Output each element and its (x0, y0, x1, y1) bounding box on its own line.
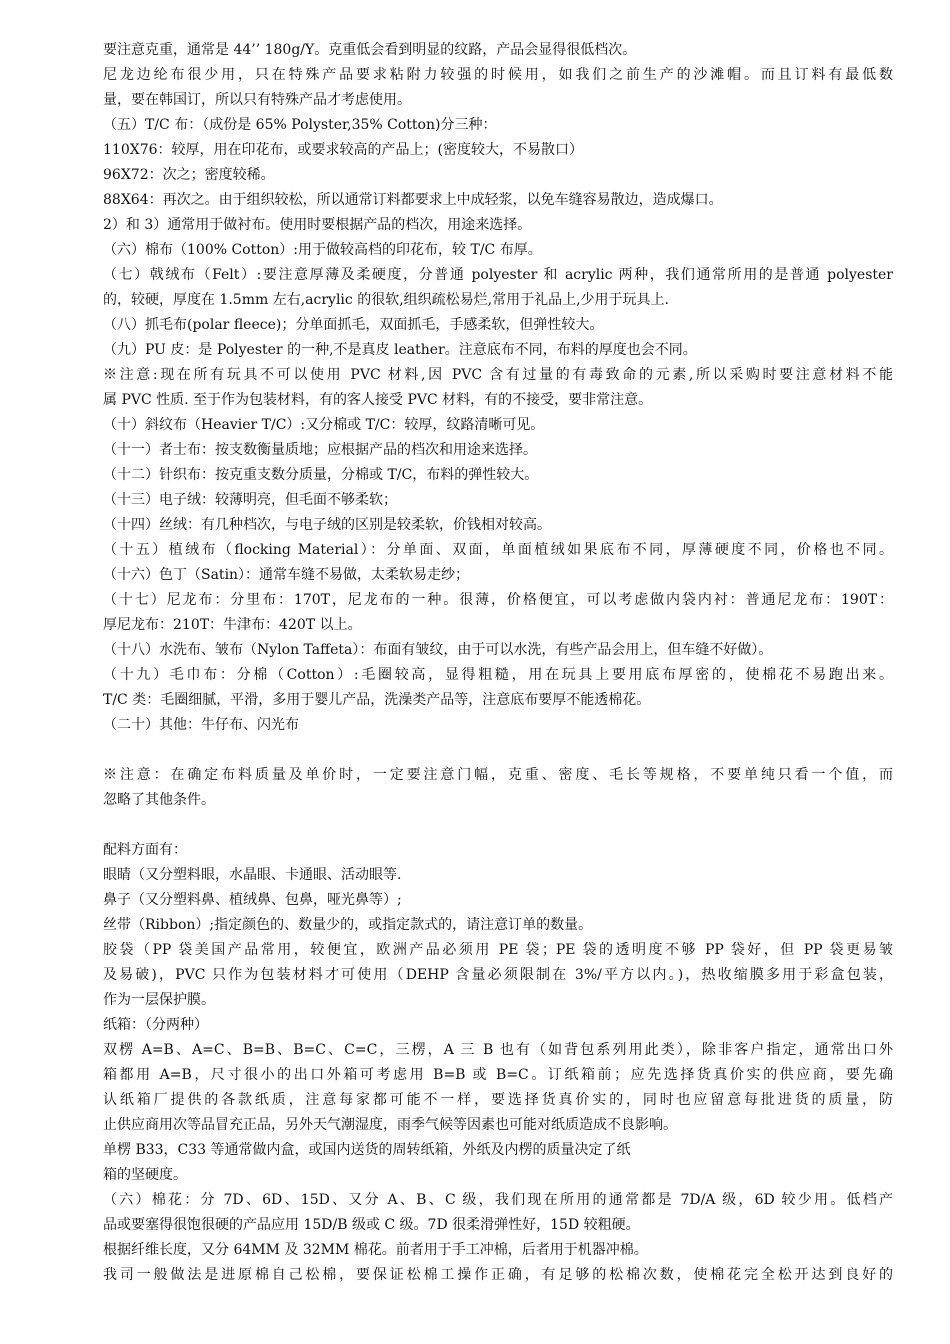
text-line: 品或要塞得很饱很硬的产品应用 15D/B 级或 C 级。7D 很柔滑弹性好，15D 较粗硬。 (103, 1217, 640, 1233)
text-line: （六）棉花：分 7D、6D、15D、又分 A、B、C 级，我们现在所用的通常都是 7D/A 级，6D 较少用。低档产 (103, 1192, 893, 1208)
text-line: ※注意:现在所有玩具不可以使用 PVC 材料,因 PVC 含有过量的有毒致命的元素,所以采购时要注意材料不能 (103, 367, 893, 383)
text-line: （七）戟绒布（Felt）:要注意厚薄及柔硬度，分普通 polyester 和 acrylic 两种，我们通常所用的是普通 polyester (103, 267, 893, 283)
text-line: 根据纤维长度，又分 64MM 及 32MM 棉花。前者用于手工冲棉，后者用于机器冲棉。 (103, 1242, 648, 1258)
blank-line (103, 813, 893, 838)
text-line: （八）抓毛布(polar fleece)；分单面抓毛，双面抓毛，手感柔软，但弹性较大。 (103, 317, 604, 333)
text-line: 箱的坚硬度。 (103, 1167, 187, 1183)
text-line: 量，要在韩国订，所以只有特殊产品才考虑使用。 (103, 92, 411, 108)
text-line: （十六）色丁（Satin）：通常车缝不易做，太柔软易走纱； (103, 567, 470, 583)
text-line: 及易破)，PVC 只作为包装材料才可使用（DEHP 含量必须限制在 3%/平方以内。)，热收缩膜多用于彩盒包装， (103, 967, 893, 983)
text-line: （十一）者士布：按支数衡量质地；应根据产品的档次和用途来选择。 (103, 442, 537, 458)
text-line: 单楞 B33，C33 等通常做内盒，或国内送货的周转纸箱，外纸及内楞的质量决定了纸 (103, 1142, 631, 1158)
text-line: 要注意克重，通常是 44’’ 180g/Y。克重低会看到明显的纹路，产品会显得很低档次。 (103, 42, 637, 58)
text-line: 作为一层保护膜。 (103, 992, 215, 1008)
text-line: 鼻子（又分塑料鼻、植绒鼻、包鼻，哑光鼻等）; (103, 892, 402, 908)
text-line: 尼龙边纶布很少用，只在特殊产品要求粘附力较强的时候用，如我们之前生产的沙滩帽。而且订料有最低数 (103, 67, 893, 83)
text-line: （十五）植绒布（flocking Material）：分单面、双面，单面植绒如果底布不同，厚薄硬度不同，价格也不同。 (103, 542, 893, 558)
text-line: （十八）水洗布、皱布（Nylon Taffeta）：布面有皱纹，由于可以水洗，有些产品会用上，但车缝不好做）。 (103, 642, 773, 658)
text-line: 110X76：较厚，用在印花布，或要求较高的产品上；(密度较大，不易散口） (103, 142, 583, 158)
text-line: （二十）其他：牛仔布、闪光布 (103, 717, 299, 733)
text-line: 的，较硬，厚度在 1.5mm 左右,acrylic 的很软,组织疏松易烂,常用于礼品上,少用于玩具上. (103, 292, 670, 308)
text-line: 双楞 A=B、A=C、B=B、B=C、C=C，三楞，A 三 B 也有（如背包系列用此类），除非客户指定，通常出口外 (103, 1042, 893, 1058)
text-line: （十三）电子绒：较薄明亮，但毛面不够柔软； (103, 492, 397, 508)
text-line: （十）斜纹布（Heavier T/C）:又分棉或 T/C：较厚，纹路清晰可见。 (103, 417, 545, 433)
text-line: （十九）毛巾布：分棉（Cotton）:毛圈较高，显得粗糙，用在玩具上要用底布厚密的，使棉花不易跑出来。 (103, 667, 893, 683)
text-line: 丝带（Ribbon）;指定颜色的、数量少的，或指定款式的，请注意订单的数量。 (103, 917, 593, 933)
text-line: T/C 类：毛圈细腻，平滑，多用于婴儿产品，洗澡类产品等，注意底布要厚不能透棉花。 (103, 692, 651, 708)
text-line: 厚尼龙布：210T：牛津布：420T 以上。 (103, 617, 362, 633)
text-line: 2）和 3）通常用于做衬布。使用时要根据产品的档次，用途来选择。 (103, 217, 532, 233)
text-line: （六）棉布（100% Cotton）:用于做较高档的印花布，较 T/C 布厚。 (103, 242, 542, 258)
text-line: 纸箱：（分两种） (103, 1017, 208, 1033)
text-line: 我司一般做法是进原棉自己松棉，要保证松棉工操作正确，有足够的松棉次数，使棉花完全松开达到良好的 (103, 1267, 893, 1283)
text-line: 忽略了其他条件。 (103, 792, 215, 808)
text-line: （十七）尼龙布：分里布：170T，尼龙布的一种。很薄，价格便宜，可以考虑做内袋内衬：普通尼龙布：190T： (103, 592, 893, 608)
text-line: 88X64：再次之。由于组织较松，所以通常订料都要求上中成轻浆，以免车缝容易散边，造成爆口。 (103, 192, 723, 208)
text-line: 属 PVC 性质. 至于作为包装材料，有的客人接受 PVC 材料，有的不接受，要非常注意。 (103, 392, 653, 408)
text-line: 止供应商用次等品冒充正品，另外天气潮湿度，雨季气候等因素也可能对纸质造成不良影响。 (103, 1117, 677, 1133)
text-line: ※注意：在确定布料质量及单价时，一定要注意门幅，克重、密度、毛长等规格，不要单纯只看一个值，而 (103, 767, 893, 783)
text-line: （十四）丝绒：有几种档次，与电子绒的区别是较柔软，价钱相对较高。 (103, 517, 551, 533)
document-page (103, 38, 893, 1288)
text-line: 96X72：次之；密度较稀。 (103, 167, 275, 183)
text-line: （五）T/C 布：（成份是 65% Polyster,35% Cotton)分三种： (103, 117, 497, 133)
text-line: （九）PU 皮：是 Polyester 的一种,不是真皮 leather。注意底布不同，布料的厚度也会不同。 (103, 342, 697, 358)
text-line: 眼睛（又分塑料眼，水晶眼、卡通眼、活动眼等. (103, 867, 402, 883)
text-line: 箱都用 A=B，尺寸很小的出口外箱可考虑用 B=B 或 B=C。订纸箱前；应先选择货真价实的供应商，要先确 (103, 1067, 893, 1083)
text-line: 配料方面有： (103, 842, 187, 858)
text-line: （十二）针织布：按克重支数分质量，分棉或 T/C，布料的弹性较大。 (103, 467, 539, 483)
blank-line (103, 738, 893, 763)
text-line: 胶袋（PP 袋美国产品常用，较便宜，欧洲产品必须用 PE 袋；PE 袋的透明度不够 PP 袋好，但 PP 袋更易皱 (103, 942, 893, 958)
text-line: 认纸箱厂提供的各款纸质，注意每家都可能不一样，要选择货真价实的，同时也应留意每批进货的质量，防 (103, 1092, 893, 1108)
